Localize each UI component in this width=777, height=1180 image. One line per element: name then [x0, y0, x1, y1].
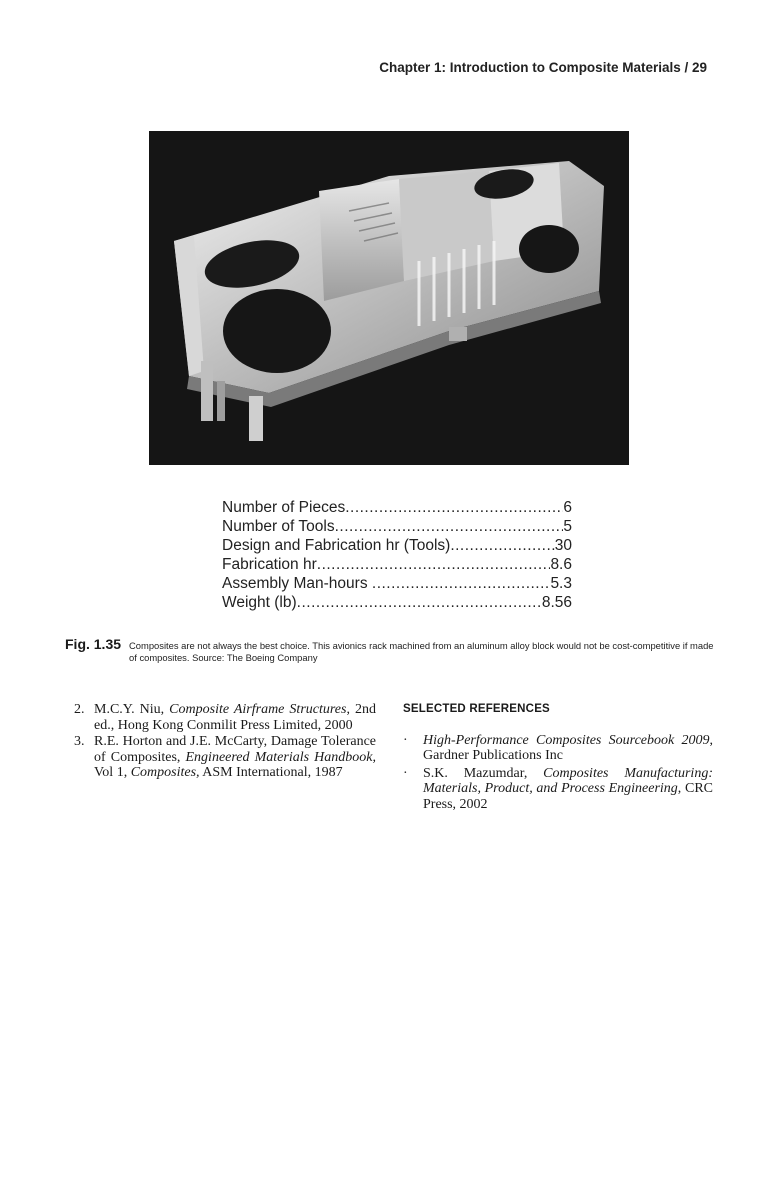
spec-label: Number of Tools [222, 518, 335, 535]
spec-row [222, 498, 572, 517]
reference-number: 2. [74, 702, 85, 717]
spec-label: Assembly Man-hours [222, 575, 372, 592]
dot-leader [297, 593, 542, 612]
spec-label: Fabrication hr [222, 556, 317, 573]
spec-label: Weight (lb) [222, 594, 297, 611]
dot-leader [450, 536, 554, 555]
reference-number: 3. [74, 734, 85, 749]
figure-caption [65, 636, 715, 663]
reference-text: R.E. Horton and J.E. McCarty, Damage Tolerance of Composites, Engineered Materials Handbook, Vol 1, Composites, ASM International, 1987 [94, 734, 376, 780]
caption-text: Composites are not always the best choice. This avionics rack machined from an aluminum alloy block would not be cost-competitive if made of composites. Source: The Boeing Company [129, 640, 714, 663]
spec-row [222, 593, 572, 612]
dot-leader [335, 517, 564, 536]
spec-row [222, 517, 572, 536]
reference-text: High-Performance Composites Sourcebook 2009, Gardner Publications Inc [423, 732, 713, 763]
reference-text: S.K. Mazumdar, Composites Manufacturing: Materials, Product, and Process Engineering, CRC Press, 2002 [423, 765, 713, 812]
bullet-icon: · [403, 732, 408, 748]
selected-reference-item [403, 766, 713, 813]
spec-value: 8.56 [541, 594, 572, 611]
spec-row [222, 555, 572, 574]
reference-item [74, 702, 376, 733]
dot-leader [317, 555, 551, 574]
dot-leader [345, 498, 563, 517]
spec-table [222, 498, 572, 612]
spec-value: 6 [563, 499, 572, 516]
spec-value: 8.6 [550, 556, 572, 573]
spec-row [222, 574, 572, 593]
dot-leader [372, 574, 551, 593]
reference-text: M.C.Y. Niu, Composite Airframe Structures, 2nd ed., Hong Kong Conmilit Press Limited, 2000 [94, 702, 377, 733]
selected-reference-item [403, 733, 713, 764]
spec-label: Number of Pieces [222, 499, 346, 516]
reference-item [74, 734, 376, 781]
bullet-icon: · [403, 765, 408, 781]
spec-value: 5 [563, 518, 572, 535]
running-head: Chapter 1: Introduction to Composite Materials / 29 [379, 60, 707, 75]
selected-references [403, 702, 713, 814]
spec-label: Design and Fabrication hr (Tools) [222, 537, 451, 554]
figure-label: Fig. 1.35 [65, 636, 122, 652]
section-heading: SELECTED REFERENCES [403, 703, 550, 715]
references-list [74, 702, 376, 782]
avionics-rack-photo [149, 131, 629, 465]
spec-row [222, 536, 572, 555]
spec-value: 30 [554, 537, 572, 554]
spec-value: 5.3 [550, 575, 572, 592]
